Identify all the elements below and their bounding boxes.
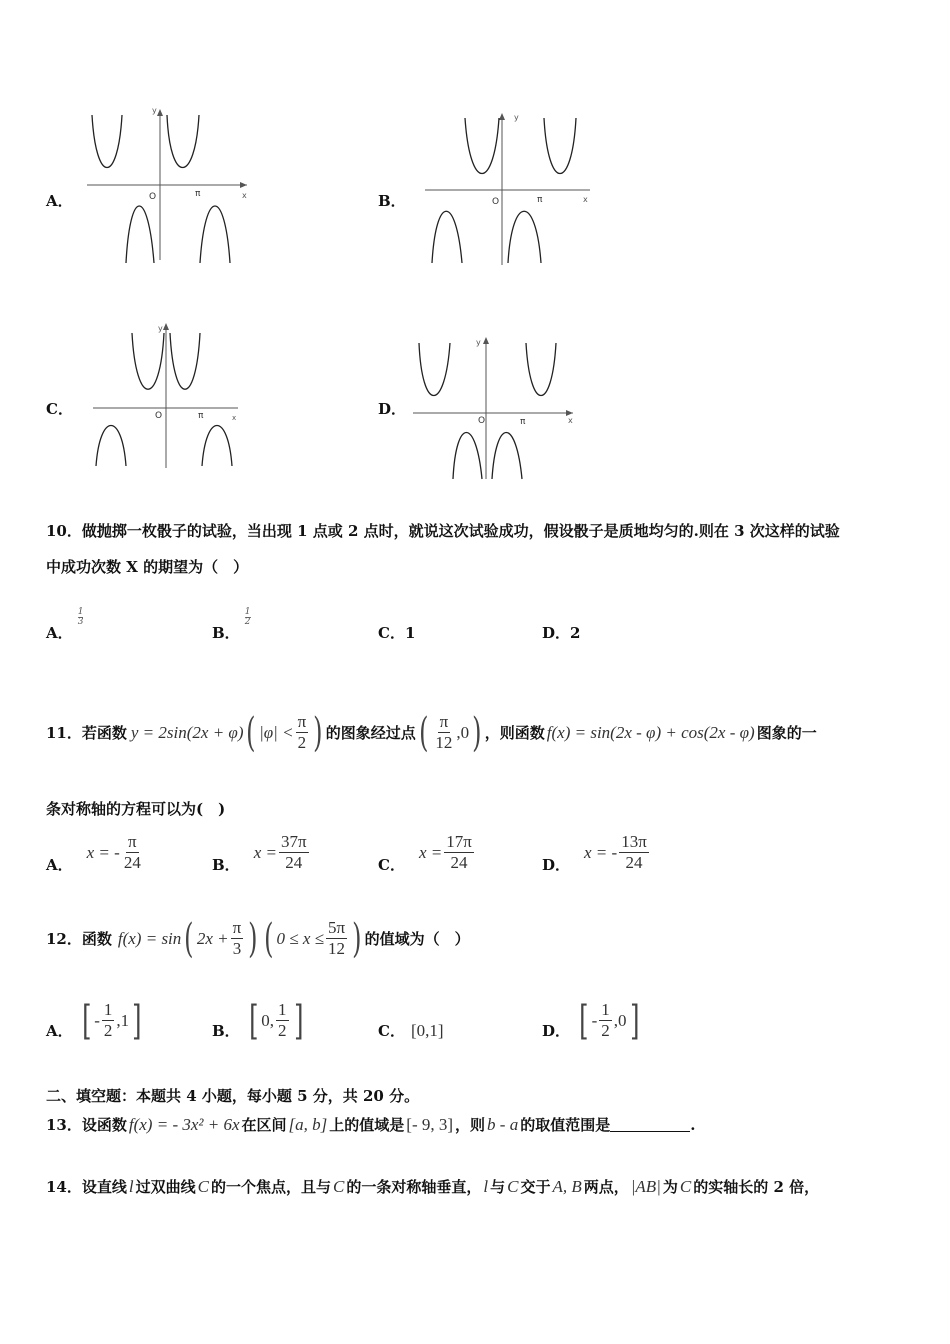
left-paren: ( — [418, 709, 429, 756]
q11-option-c[interactable] — [378, 832, 476, 873]
option-fraction: $\frac{\pi}{24}$ — [123, 832, 141, 872]
x-axis-label: x — [568, 416, 573, 425]
right-paren: ) — [313, 709, 323, 756]
option-label: C． — [378, 856, 405, 874]
option-value: [0,1] — [410, 1020, 444, 1040]
y-axis-label: y — [514, 113, 519, 122]
q14-hyperbola-symbol: C — [197, 1176, 209, 1196]
option-lhs: x = — [418, 842, 443, 862]
q9-graph-a — [82, 105, 257, 265]
right-paren: ) — [352, 915, 362, 962]
option-value: 2 — [570, 624, 581, 642]
option-pre: - — [591, 1010, 598, 1030]
option-value: 1 — [404, 624, 416, 642]
q10-option-a[interactable] — [46, 598, 84, 642]
option-label: C． — [378, 1022, 405, 1040]
q11-condition: |φ| < — [259, 722, 294, 742]
q14-text: 过双曲线 — [135, 1178, 196, 1196]
q11-stem-line1 — [46, 709, 817, 756]
q11-suffix: 图象的一 — [756, 724, 817, 742]
q13-stem — [46, 1114, 695, 1135]
option-lhs: x = — [253, 842, 277, 862]
pi-label: π — [195, 189, 201, 199]
q9-option-b-label[interactable]: B． — [378, 192, 406, 210]
left-bracket: [ — [81, 997, 92, 1044]
y-axis-label: y — [158, 324, 163, 333]
q9-graph-d — [408, 333, 580, 483]
origin-label: O — [155, 411, 163, 421]
option-label: B． — [212, 856, 240, 874]
q13-text: 的取值范围是 — [520, 1116, 611, 1134]
q9-option-a-label[interactable]: A． — [46, 192, 73, 210]
q13-text: 在区间 — [241, 1116, 287, 1134]
q14-text: 的一条对称轴垂直， — [346, 1178, 482, 1196]
q9-graph-c — [88, 318, 248, 473]
q12-option-c[interactable] — [378, 1020, 444, 1041]
q14-hyperbola-symbol: C — [332, 1176, 345, 1196]
option-post: ,0 — [613, 1010, 627, 1030]
q12-prefix: 12．函数 — [46, 930, 112, 948]
option-label: A． — [46, 856, 73, 874]
q11-prefix: 11．若函数 — [46, 724, 127, 742]
option-lhs: x = - — [584, 842, 618, 862]
y-axis-label: y — [476, 338, 481, 347]
q9-graph-b — [420, 110, 595, 270]
option-label: D． — [542, 856, 571, 874]
q14-text: 与 — [490, 1178, 506, 1196]
right-paren: ) — [472, 709, 482, 756]
left-bracket: [ — [248, 997, 259, 1044]
q14-text: 的一个焦点，且与 — [210, 1178, 331, 1196]
q14-text: 交于 — [520, 1178, 551, 1196]
q11-condition-fraction: $\frac{\pi}{2}$ — [297, 712, 307, 752]
q9-option-c-label[interactable]: C． — [46, 400, 73, 418]
q12-inner: 2x + — [196, 928, 229, 948]
q11-option-d[interactable] — [542, 832, 651, 873]
x-axis-label: x — [583, 195, 588, 204]
left-paren: ( — [263, 915, 274, 962]
q12-inner-fraction: $\frac{\pi}{3}$ — [232, 918, 242, 958]
q13-text: 上的值域是 — [329, 1116, 405, 1134]
option-fraction: $\frac{1}{2}$ — [278, 1000, 287, 1040]
q13-interval: [a, b] — [288, 1114, 328, 1134]
answer-blank[interactable] — [610, 1117, 690, 1132]
pi-label: π — [520, 417, 526, 427]
q9-option-d-label[interactable]: D． — [378, 400, 407, 418]
option-label: D． — [542, 624, 571, 642]
q14-stem — [46, 1176, 819, 1197]
pi-label: π — [537, 195, 543, 205]
q14-points: A, B — [552, 1176, 582, 1196]
q10-option-c[interactable] — [378, 622, 415, 643]
q14-segment-length: |AB| — [630, 1176, 661, 1196]
q13-range: [- 9, 3] — [406, 1114, 454, 1134]
x-axis-label: x — [242, 191, 247, 200]
q11-mid2-text: ，则函数 — [484, 724, 545, 742]
q12-function: f(x) = sin — [117, 928, 182, 948]
option-label: A． — [46, 1022, 73, 1040]
q10-option-d[interactable] — [542, 622, 580, 643]
option-fraction: $\frac{1}{2}$ — [601, 1000, 610, 1040]
q10-option-b[interactable] — [212, 598, 251, 642]
option-pre: 0, — [261, 1010, 275, 1030]
origin-label: O — [478, 416, 486, 426]
q14-text: 的实轴长的 2 倍， — [693, 1178, 820, 1196]
q14-text: 两点， — [583, 1178, 629, 1196]
right-bracket: ] — [293, 997, 304, 1044]
left-paren: ( — [246, 709, 256, 756]
q11-function2: f(x) = sin(2x - φ) + cos(2x - φ) — [546, 722, 755, 742]
option-fraction: $\frac{17\pi}{24}$ — [446, 832, 472, 872]
option-lhs: x = - — [86, 842, 120, 862]
option-label: D． — [542, 1022, 571, 1040]
q12-condition-fraction: $\frac{5\pi}{12}$ — [327, 918, 346, 958]
option-pre: - — [94, 1010, 100, 1030]
option-post: ,1 — [116, 1010, 130, 1030]
q14-hyperbola-symbol: C — [679, 1176, 692, 1196]
q11-option-b[interactable] — [212, 832, 311, 873]
q12-option-a[interactable] — [46, 997, 145, 1044]
q13-function: f(x) = - 3x² + 6x — [128, 1114, 240, 1134]
left-paren: ( — [184, 915, 194, 962]
q13-end: . — [690, 1115, 696, 1134]
y-axis-label: y — [152, 106, 157, 115]
section-heading: 二、填空题：本题共 4 小题，每小题 5 分，共 20 分。 — [46, 1087, 420, 1105]
option-fraction: $\frac{13\pi}{24}$ — [621, 832, 647, 872]
q11-stem-line2: 条对称轴的方程可以为( ) — [46, 800, 226, 818]
right-bracket: ] — [629, 997, 640, 1044]
q13-expression: b - a — [487, 1114, 519, 1134]
option-label: A． — [46, 624, 73, 642]
option-label: B． — [212, 1022, 240, 1040]
option-label: C． — [378, 624, 405, 642]
q14-prefix: 14．设直线 — [46, 1178, 127, 1196]
left-bracket: [ — [579, 997, 589, 1044]
q12-option-d[interactable] — [542, 997, 642, 1044]
q12-option-b[interactable] — [212, 997, 306, 1044]
q13-text: ，则 — [455, 1116, 486, 1134]
option-fraction: $\frac{37\pi}{24}$ — [280, 832, 307, 872]
q14-line-symbol: l — [483, 1176, 489, 1196]
option-value-fraction: $\frac{1}{3}$ — [77, 607, 84, 627]
q10-stem-line1: 10．做抛掷一枚骰子的试验，当出现 1 点或 2 点时，就说这次试验成功，假设骰子是质地均匀的.则在 3 次这样的试验 — [46, 522, 840, 540]
option-value-fraction: $\frac{1}{2}$ — [244, 607, 251, 627]
q14-hyperbola-symbol: C — [507, 1176, 519, 1196]
q14-line-symbol: l — [128, 1176, 134, 1196]
option-label: B． — [212, 624, 240, 642]
q11-option-a[interactable] — [46, 832, 145, 873]
q11-point-fraction: $\frac{\pi}{12}$ — [435, 712, 453, 752]
q12-suffix: 的值域为（ ） — [364, 930, 470, 948]
origin-label: O — [492, 197, 500, 207]
q14-text: 为 — [662, 1178, 678, 1196]
q11-mid-text: 的图象经过点 — [325, 724, 416, 742]
right-paren: ) — [248, 915, 258, 962]
option-fraction: $\frac{1}{2}$ — [103, 1000, 113, 1040]
right-bracket: ] — [132, 997, 142, 1044]
x-axis-label: x — [232, 414, 237, 422]
q11-point-rest: ,0 — [456, 722, 470, 742]
q12-stem — [46, 915, 470, 962]
pi-label: π — [198, 411, 204, 421]
q13-prefix: 13．设函数 — [46, 1116, 127, 1134]
q12-condition: 0 ≤ x ≤ — [276, 928, 324, 948]
origin-label: O — [149, 192, 157, 202]
q11-function: y = 2sin(2x + φ) — [130, 722, 244, 742]
q10-stem-line2: 中成功次数 X 的期望为（ ） — [46, 558, 249, 576]
